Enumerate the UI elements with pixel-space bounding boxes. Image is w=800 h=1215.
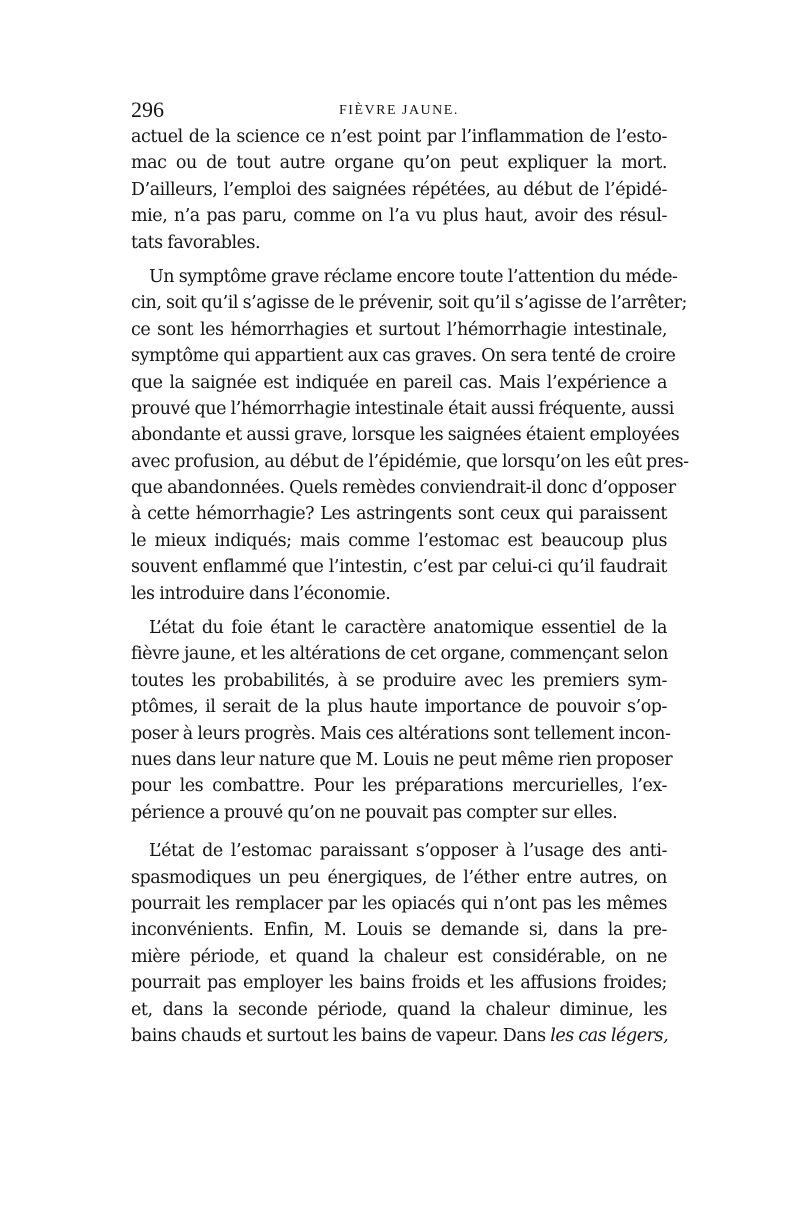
text-line: toutes les probabilités, à se produire avec les premiers sym- (131, 670, 667, 691)
text-line: souvent enflammé que l’intestin, c’est par celui-ci qu’il faudrait (131, 557, 667, 578)
text-line: spasmodiques un peu énergiques, de l’éther entre autres, on (131, 867, 667, 888)
paragraph-gap (131, 826, 667, 838)
text-line: le mieux indiqués; mais comme l’estomac est beaucoup plus (131, 530, 667, 551)
text-line: L’état de l’estomac paraissant s’opposer à l’usage des anti- (149, 841, 667, 862)
text-line: D’ailleurs, l’emploi des saignées répétées, au début de l’épidé- (131, 179, 667, 200)
page-number: 296 (131, 97, 164, 122)
text-line: ce sont les hémorrhagies et surtout l’hémorrhagie intestinale, (131, 319, 667, 340)
paragraph-gap (131, 256, 667, 264)
text-line: et, dans la seconde période, quand la chaleur diminue, les (131, 999, 667, 1020)
text-line: symptôme qui appartient aux cas graves. On sera tenté de croire (131, 346, 676, 367)
text-line: mac ou de tout autre organe qu’on peut expliquer la mort. (131, 153, 667, 174)
text-line: périence a prouvé qu’on ne pouvait pas compter sur elles. (131, 802, 618, 823)
body-text (131, 124, 689, 1049)
text-line: mière période, et quand la chaleur est considérable, on ne (131, 946, 667, 967)
text-line: actuel de la science ce n’est point par l’inflammation de l’esto- (131, 127, 667, 147)
text-line: inconvénients. Enfin, M. Louis se demande si, dans la pre- (131, 920, 667, 941)
running-title: FIÈVRE JAUNE. (339, 103, 459, 118)
paragraph-1 (131, 124, 667, 256)
text-line: pourrait pas employer les bains froids et les affusions froides; (131, 973, 667, 994)
text-line: tats favorables. (131, 232, 261, 253)
text-line: L’état du foie étant le caractère anatomique essentiel de la (149, 618, 667, 639)
text-line: à cette hémorrhagie? Les astringents sont ceux qui paraissent (131, 504, 667, 525)
paragraph-gap (131, 607, 667, 615)
text-line: poser à leurs progrès. Mais ces altérations sont tellement incon- (131, 723, 671, 744)
text-line: nues dans leur nature que M. Louis ne peut même rien proposer (131, 749, 673, 770)
text-line: ptômes, il serait de la plus haute importance de pouvoir s’op- (131, 697, 667, 718)
text-line: Un symptôme grave réclame encore toute l’attention du méde- (149, 266, 678, 287)
text-line: fièvre jaune, et les altérations de cet organe, commençant selon (131, 644, 668, 665)
text-line: abondante et aussi grave, lorsque les saignées étaient employées (131, 425, 680, 446)
text-line: les introduire dans l’économie. (131, 583, 391, 604)
text-line: avec profusion, au début de l’épidémie, que lorsqu’on les eût pres- (131, 451, 689, 472)
text-line (131, 1023, 667, 1049)
text-line: cin, soit qu’il s’agisse de le prévenir, soit qu’il s’agisse de l’arrêter; (131, 293, 688, 314)
text-line-start: bains chauds et surtout les bains de vapeur. Dans (131, 1025, 551, 1046)
text-line: mie, n’a pas paru, comme on l’a vu plus haut, avoir des résul- (131, 206, 667, 227)
running-head (131, 96, 667, 124)
paragraph-2 (131, 264, 689, 607)
text-line: pour les combattre. Pour les préparations mercurielles, l’ex- (131, 776, 667, 797)
text-line: que abandonnées. Quels remèdes conviendrait-il donc d’opposer (131, 478, 676, 499)
text-line: que la saignée est indiquée en pareil cas. Mais l’expérience a (131, 372, 667, 393)
text-line: pourrait les remplacer par les opiacés qui n’ont pas les mêmes (131, 893, 667, 914)
italic-phrase: les cas légers, (550, 1025, 669, 1046)
paragraph-4 (131, 838, 667, 1049)
text-line: prouvé que l’hémorrhagie intestinale était aussi fréquente, aussi (131, 398, 674, 419)
paragraph-3 (131, 615, 673, 826)
